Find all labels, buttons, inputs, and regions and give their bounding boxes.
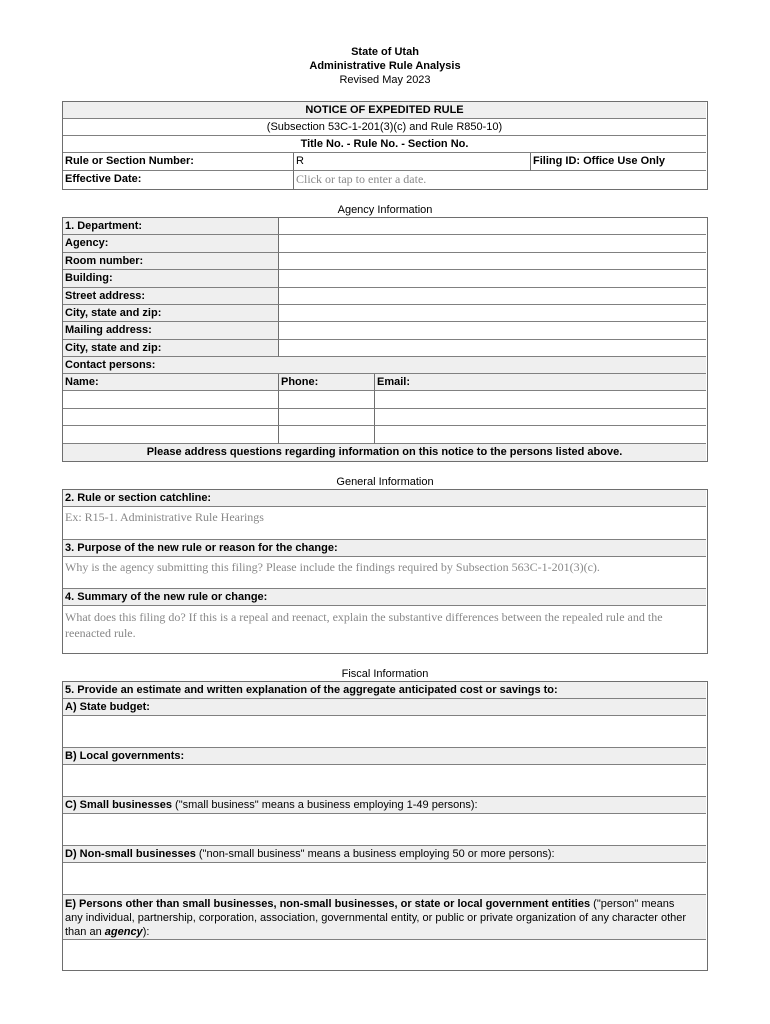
q4-input[interactable] bbox=[63, 606, 706, 652]
filing-id-label: Filing ID: Office Use Only bbox=[531, 153, 706, 171]
other-persons-note3a: than an bbox=[65, 926, 105, 938]
state-budget-label: A) State budget: bbox=[63, 699, 706, 716]
small-businesses-input[interactable] bbox=[63, 814, 706, 846]
agency-field-input[interactable] bbox=[279, 322, 706, 339]
header-line2: Administrative Rule Analysis bbox=[309, 60, 461, 72]
notice-subsection: (Subsection 53C-1-201(3)(c) and Rule R850-10) bbox=[63, 119, 706, 136]
header-line3: Revised May 2023 bbox=[339, 74, 431, 86]
other-persons-agency-term: agency bbox=[104, 926, 143, 938]
agency-field-label: Room number: bbox=[63, 253, 279, 270]
rule-number-label: Rule or Section Number: bbox=[63, 153, 294, 171]
agency-field-label: Building: bbox=[63, 270, 279, 287]
agency-field-label: City, state and zip: bbox=[63, 340, 279, 357]
agency-field-label: Agency: bbox=[63, 235, 279, 252]
agency-field-input[interactable] bbox=[279, 270, 706, 287]
contact-email-input[interactable] bbox=[375, 409, 706, 427]
fiscal-heading: Fiscal Information bbox=[341, 668, 429, 680]
notice-title: NOTICE OF EXPEDITED RULE bbox=[63, 102, 706, 119]
agency-field-input[interactable] bbox=[279, 218, 706, 235]
agency-table bbox=[62, 217, 708, 462]
agency-field-input[interactable] bbox=[279, 305, 706, 322]
non-small-businesses-label bbox=[63, 846, 706, 863]
small-businesses-label bbox=[63, 797, 706, 814]
small-businesses-note: ("small business" means a business employing 1-49 persons): bbox=[172, 799, 478, 811]
contact-phone-input[interactable] bbox=[279, 391, 375, 409]
contact-name-input[interactable] bbox=[63, 409, 279, 427]
agency-field-input[interactable] bbox=[279, 340, 706, 357]
notice-table bbox=[62, 101, 708, 190]
non-small-businesses-input[interactable] bbox=[63, 863, 706, 895]
local-governments-input[interactable] bbox=[63, 765, 706, 797]
general-table bbox=[62, 489, 708, 654]
contact-footer-note: Please address questions regarding information on this notice to the persons listed above. bbox=[63, 444, 706, 461]
effective-date-label: Effective Date: bbox=[63, 171, 294, 189]
q4-label: 4. Summary of the new rule or change: bbox=[63, 589, 706, 606]
q2-input[interactable]: Ex: R15-1. Administrative Rule Hearings bbox=[63, 507, 706, 540]
contact-name-input[interactable] bbox=[63, 391, 279, 409]
effective-date-picker[interactable]: Click or tap to enter a date. bbox=[296, 172, 427, 186]
contact-name-header: Name: bbox=[63, 374, 279, 391]
q5-label: 5. Provide an estimate and written explanation of the aggregate anticipated cost or savings to: bbox=[63, 682, 706, 699]
q2-label: 2. Rule or section catchline: bbox=[63, 490, 706, 507]
small-businesses-title: C) Small businesses bbox=[65, 799, 172, 811]
other-persons-note2: any individual, partnership, corporation, association, governmental entity, or public or private organization of any character other bbox=[65, 912, 687, 924]
q3-label: 3. Purpose of the new rule or reason for the change: bbox=[63, 540, 706, 557]
header-line1: State of Utah bbox=[351, 46, 419, 58]
contact-persons-label: Contact persons: bbox=[63, 357, 706, 374]
other-persons-title: E) Persons other than small businesses, non-small businesses, or state or local government entities bbox=[65, 898, 591, 910]
contact-email-input[interactable] bbox=[375, 391, 706, 409]
q3-input[interactable]: Why is the agency submitting this filing? Please include the findings required by Subsection 563C-1-201(3)(c). bbox=[63, 557, 706, 589]
agency-field-label: Street address: bbox=[63, 288, 279, 305]
other-persons-note1: ("person" means bbox=[590, 898, 675, 910]
agency-field-input[interactable] bbox=[279, 235, 706, 252]
agency-heading: Agency Information bbox=[337, 204, 433, 216]
local-governments-label: B) Local governments: bbox=[63, 748, 706, 765]
contact-email-input[interactable] bbox=[375, 426, 706, 444]
q4-placeholder-line2: reenacted rule. bbox=[65, 626, 136, 640]
other-persons-label bbox=[63, 895, 706, 940]
agency-field-input[interactable] bbox=[279, 253, 706, 270]
q4-placeholder-line1: What does this filing do? If this is a repeal and reenact, explain the substantive differences between the repealed rule and the bbox=[65, 610, 663, 624]
contact-email-header: Email: bbox=[375, 374, 706, 391]
non-small-businesses-title: D) Non-small businesses bbox=[65, 848, 196, 860]
contact-phone-header: Phone: bbox=[279, 374, 375, 391]
agency-field-label: 1. Department: bbox=[63, 218, 279, 235]
other-persons-note3c: ): bbox=[142, 926, 150, 938]
contact-name-input[interactable] bbox=[63, 426, 279, 444]
general-heading: General Information bbox=[336, 476, 434, 488]
agency-field-label: City, state and zip: bbox=[63, 305, 279, 322]
contact-phone-input[interactable] bbox=[279, 409, 375, 427]
agency-field-input[interactable] bbox=[279, 288, 706, 305]
state-budget-input[interactable] bbox=[63, 716, 706, 748]
notice-col-header: Title No. - Rule No. - Section No. bbox=[63, 136, 706, 153]
fiscal-table bbox=[62, 681, 708, 971]
other-persons-input[interactable] bbox=[63, 940, 706, 970]
contact-phone-input[interactable] bbox=[279, 426, 375, 444]
non-small-businesses-note: ("non-small business" means a business employing 50 or more persons): bbox=[195, 848, 555, 860]
agency-field-label: Mailing address: bbox=[63, 322, 279, 339]
rule-number-input[interactable]: R bbox=[294, 153, 531, 171]
